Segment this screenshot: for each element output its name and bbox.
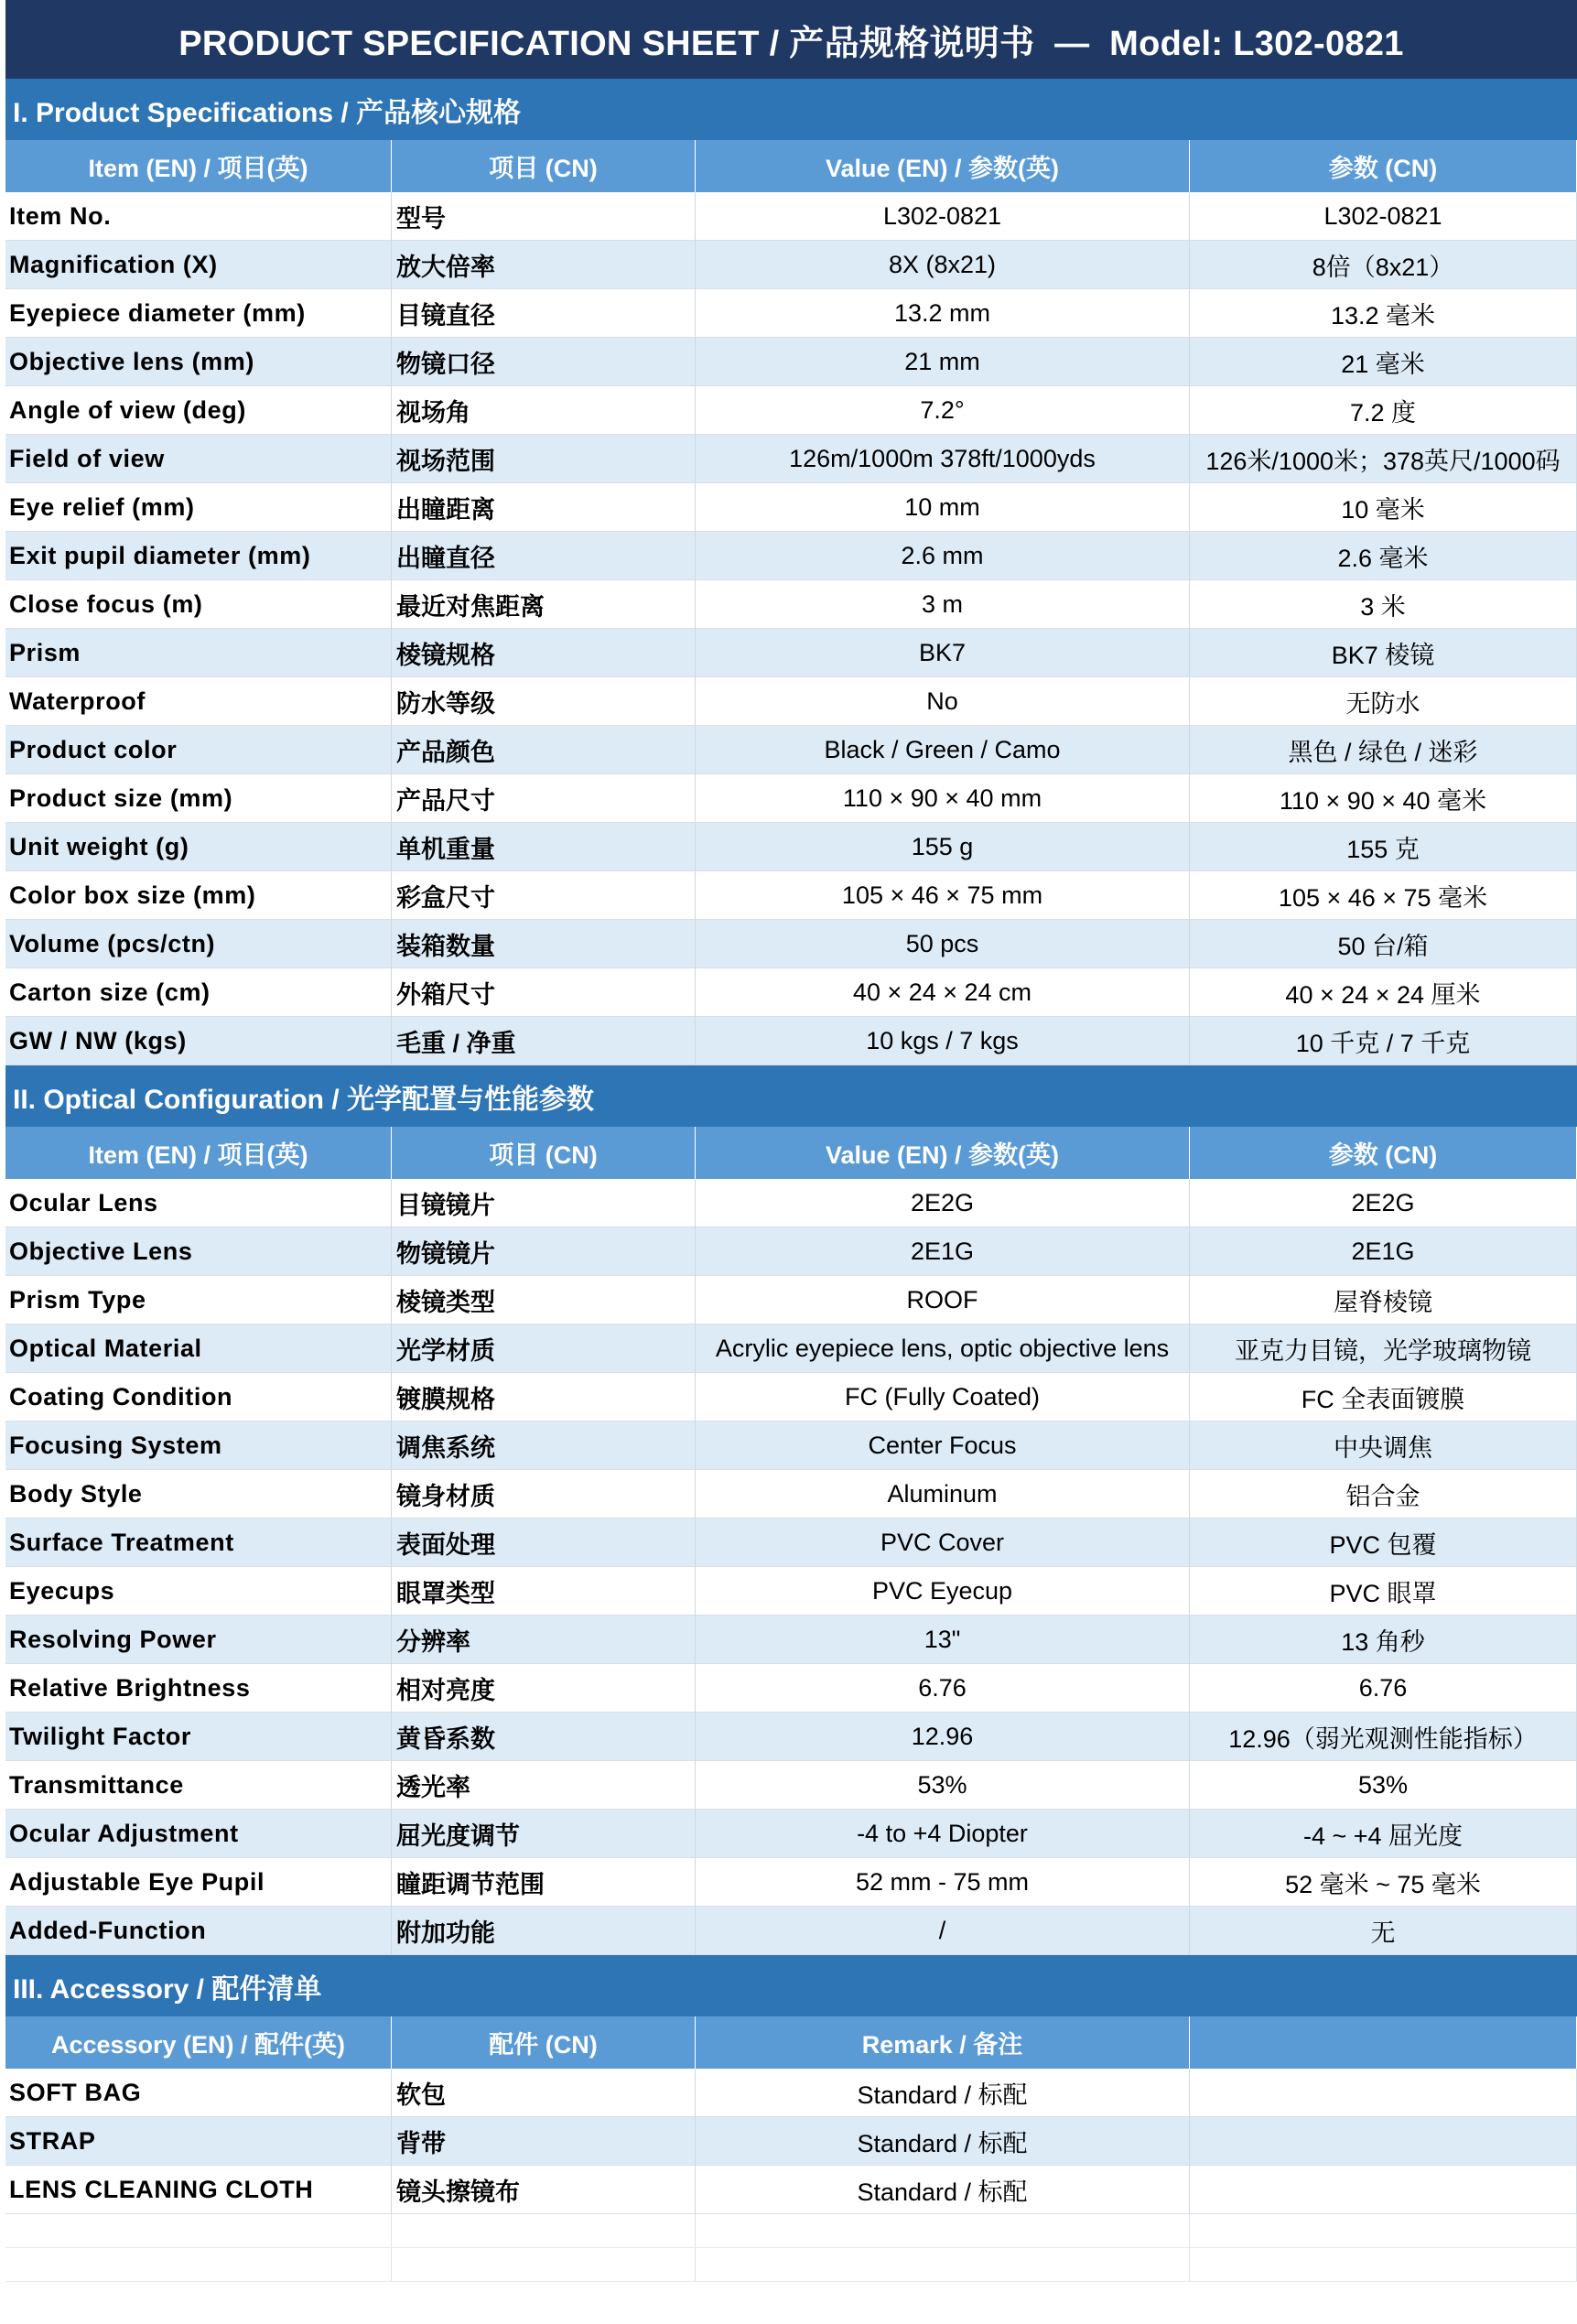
empty-rows — [5, 2214, 1577, 2282]
value-cn-cell: 52 毫米 ~ 75 毫米 — [1190, 1858, 1577, 1907]
item-en-cell: Objective lens (mm) — [5, 338, 392, 386]
empty-cell — [696, 2214, 1190, 2248]
value-en-cell: 40 × 24 × 24 cm — [696, 968, 1190, 1017]
item-cn-cell: 放大倍率 — [392, 241, 696, 289]
item-cn-cell: 型号 — [392, 192, 696, 241]
item-cn-cell: 光学材质 — [392, 1324, 696, 1373]
value-cn-cell: L302-0821 — [1190, 192, 1577, 241]
spec-sheet — [5, 0, 1577, 2282]
value-en-cell: 110 × 90 × 40 mm — [696, 774, 1190, 823]
table-row — [5, 1276, 1577, 1324]
value-cn-cell — [1190, 2069, 1577, 2117]
empty-cell — [1190, 2214, 1577, 2248]
table-row — [5, 289, 1577, 338]
value-en-cell: / — [696, 1907, 1190, 1955]
table-row — [5, 1907, 1577, 1955]
value-en-cell: PVC Eyecup — [696, 1567, 1190, 1616]
item-cn-cell: 棱镜规格 — [392, 629, 696, 677]
item-en-cell: Optical Material — [5, 1324, 392, 1373]
empty-cell — [392, 2248, 696, 2282]
value-en-cell: 2.6 mm — [696, 532, 1190, 580]
value-en-cell: 126m/1000m 378ft/1000yds — [696, 435, 1190, 483]
value-cn-cell: 40 × 24 × 24 厘米 — [1190, 968, 1577, 1017]
item-en-cell: Prism — [5, 629, 392, 677]
value-en-cell: 6.76 — [696, 1664, 1190, 1713]
value-cn-cell: 13 角秒 — [1190, 1616, 1577, 1664]
section-heading: III. Accessory / 配件清单 — [5, 1955, 1577, 2016]
value-cn-cell: 无防水 — [1190, 677, 1577, 726]
value-cn-cell: 亚克力目镜，光学玻璃物镜 — [1190, 1324, 1577, 1373]
table-row — [5, 435, 1577, 483]
item-cn-cell: 最近对焦距离 — [392, 580, 696, 629]
value-en-cell: FC (Fully Coated) — [696, 1373, 1190, 1421]
value-en-cell: 105 × 46 × 75 mm — [696, 871, 1190, 920]
value-en-cell: Standard / 标配 — [696, 2117, 1190, 2166]
item-cn-cell: 毛重 / 净重 — [392, 1017, 696, 1065]
value-en-cell: 2E2G — [696, 1179, 1190, 1227]
item-en-cell: SOFT BAG — [5, 2069, 392, 2117]
table-row — [5, 677, 1577, 726]
value-cn-cell: FC 全表面镀膜 — [1190, 1373, 1577, 1421]
value-en-cell: 13.2 mm — [696, 289, 1190, 338]
empty-cell — [5, 2214, 392, 2248]
value-cn-cell: 黑色 / 绿色 / 迷彩 — [1190, 726, 1577, 774]
item-cn-cell: 调焦系统 — [392, 1421, 696, 1470]
item-en-cell: Resolving Power — [5, 1616, 392, 1664]
item-en-cell: Product size (mm) — [5, 774, 392, 823]
item-cn-cell: 目镜镜片 — [392, 1179, 696, 1227]
item-cn-cell: 镜身材质 — [392, 1470, 696, 1519]
value-en-cell: ROOF — [696, 1276, 1190, 1324]
value-en-cell: 50 pcs — [696, 920, 1190, 968]
item-en-cell: Focusing System — [5, 1421, 392, 1470]
empty-cell — [5, 2248, 392, 2282]
item-cn-cell: 物镜口径 — [392, 338, 696, 386]
item-en-cell: Adjustable Eye Pupil — [5, 1858, 392, 1907]
item-cn-cell: 装箱数量 — [392, 920, 696, 968]
item-en-cell: Exit pupil diameter (mm) — [5, 532, 392, 580]
header-value-en: Remark / 备注 — [696, 2016, 1190, 2069]
item-cn-cell: 棱镜类型 — [392, 1276, 696, 1324]
item-en-cell: Volume (pcs/ctn) — [5, 920, 392, 968]
header-value-en: Value (EN) / 参数(英) — [696, 140, 1190, 192]
value-en-cell: Aluminum — [696, 1470, 1190, 1519]
value-cn-cell: 2E1G — [1190, 1227, 1577, 1276]
value-cn-cell: 无 — [1190, 1907, 1577, 1955]
item-cn-cell: 背带 — [392, 2117, 696, 2166]
value-en-cell: 155 g — [696, 823, 1190, 871]
value-cn-cell: 2E2G — [1190, 1179, 1577, 1227]
value-en-cell: 10 mm — [696, 483, 1190, 532]
header-value-cn: 参数 (CN) — [1190, 140, 1577, 192]
item-cn-cell: 产品尺寸 — [392, 774, 696, 823]
header-value-en: Value (EN) / 参数(英) — [696, 1127, 1190, 1179]
empty-cell — [1190, 2248, 1577, 2282]
table-row — [5, 2069, 1577, 2117]
item-cn-cell: 软包 — [392, 2069, 696, 2117]
table-row — [5, 1567, 1577, 1616]
value-cn-cell: 7.2 度 — [1190, 386, 1577, 435]
table-row — [5, 871, 1577, 920]
value-cn-cell: PVC 包覆 — [1190, 1519, 1577, 1567]
table-row — [5, 726, 1577, 774]
value-en-cell: 53% — [696, 1761, 1190, 1810]
value-cn-cell: 155 克 — [1190, 823, 1577, 871]
table-row — [5, 483, 1577, 532]
table-row — [5, 629, 1577, 677]
item-en-cell: STRAP — [5, 2117, 392, 2166]
table-row — [5, 774, 1577, 823]
table-row — [5, 968, 1577, 1017]
item-cn-cell: 眼罩类型 — [392, 1567, 696, 1616]
item-en-cell: Color box size (mm) — [5, 871, 392, 920]
table-row — [5, 823, 1577, 871]
value-en-cell: No — [696, 677, 1190, 726]
value-cn-cell: 53% — [1190, 1761, 1577, 1810]
value-en-cell: Center Focus — [696, 1421, 1190, 1470]
value-en-cell: L302-0821 — [696, 192, 1190, 241]
item-cn-cell: 镜头擦镜布 — [392, 2166, 696, 2214]
value-cn-cell: 中央调焦 — [1190, 1421, 1577, 1470]
section-heading: I. Product Specifications / 产品核心规格 — [5, 79, 1577, 140]
table-row — [5, 1373, 1577, 1421]
table-row — [5, 1713, 1577, 1761]
value-cn-cell: BK7 棱镜 — [1190, 629, 1577, 677]
sections-container — [5, 79, 1577, 2214]
header-value-cn: 参数 (CN) — [1190, 1127, 1577, 1179]
value-en-cell: 12.96 — [696, 1713, 1190, 1761]
value-cn-cell: 2.6 毫米 — [1190, 532, 1577, 580]
value-en-cell: PVC Cover — [696, 1519, 1190, 1567]
item-cn-cell: 分辨率 — [392, 1616, 696, 1664]
value-cn-cell: 10 千克 / 7 千克 — [1190, 1017, 1577, 1065]
item-cn-cell: 出瞳直径 — [392, 532, 696, 580]
section-heading: II. Optical Configuration / 光学配置与性能参数 — [5, 1065, 1577, 1127]
table-header-row — [5, 1127, 1577, 1179]
table-header-row — [5, 140, 1577, 192]
item-cn-cell: 视场范围 — [392, 435, 696, 483]
value-cn-cell: 13.2 毫米 — [1190, 289, 1577, 338]
item-en-cell: Eyecups — [5, 1567, 392, 1616]
table-row — [5, 1858, 1577, 1907]
value-en-cell: Black / Green / Camo — [696, 726, 1190, 774]
item-en-cell: Product color — [5, 726, 392, 774]
item-cn-cell: 单机重量 — [392, 823, 696, 871]
item-en-cell: Waterproof — [5, 677, 392, 726]
item-en-cell: Objective Lens — [5, 1227, 392, 1276]
table-row — [5, 2166, 1577, 2214]
item-cn-cell: 物镜镜片 — [392, 1227, 696, 1276]
empty-row — [5, 2214, 1577, 2248]
table-row — [5, 1179, 1577, 1227]
table-row — [5, 1470, 1577, 1519]
value-en-cell: 7.2° — [696, 386, 1190, 435]
value-cn-cell: 21 毫米 — [1190, 338, 1577, 386]
item-en-cell: LENS CLEANING CLOTH — [5, 2166, 392, 2214]
item-cn-cell: 出瞳距离 — [392, 483, 696, 532]
value-cn-cell: 105 × 46 × 75 毫米 — [1190, 871, 1577, 920]
item-en-cell: Close focus (m) — [5, 580, 392, 629]
item-en-cell: Ocular Lens — [5, 1179, 392, 1227]
value-cn-cell — [1190, 2117, 1577, 2166]
item-cn-cell: 彩盒尺寸 — [392, 871, 696, 920]
value-cn-cell: 50 台/箱 — [1190, 920, 1577, 968]
item-cn-cell: 透光率 — [392, 1761, 696, 1810]
header-value-cn — [1190, 2016, 1577, 2069]
item-cn-cell: 屈光度调节 — [392, 1810, 696, 1858]
item-en-cell: Angle of view (deg) — [5, 386, 392, 435]
table-header-row — [5, 2016, 1577, 2069]
value-cn-cell: 铝合金 — [1190, 1470, 1577, 1519]
empty-cell — [392, 2214, 696, 2248]
value-en-cell: BK7 — [696, 629, 1190, 677]
item-en-cell: Prism Type — [5, 1276, 392, 1324]
value-cn-cell: -4 ~ +4 屈光度 — [1190, 1810, 1577, 1858]
value-en-cell: 8X (8x21) — [696, 241, 1190, 289]
table-row — [5, 241, 1577, 289]
table-row — [5, 1616, 1577, 1664]
item-en-cell: Field of view — [5, 435, 392, 483]
table-row — [5, 1421, 1577, 1470]
table-row — [5, 532, 1577, 580]
table-row — [5, 1761, 1577, 1810]
value-cn-cell: 3 米 — [1190, 580, 1577, 629]
item-en-cell: Magnification (X) — [5, 241, 392, 289]
table-row — [5, 192, 1577, 241]
item-cn-cell: 附加功能 — [392, 1907, 696, 1955]
item-en-cell: Coating Condition — [5, 1373, 392, 1421]
table-row — [5, 1324, 1577, 1373]
header-item-en: Item (EN) / 项目(英) — [5, 140, 392, 192]
header-item-en: Accessory (EN) / 配件(英) — [5, 2016, 392, 2069]
value-en-cell: 3 m — [696, 580, 1190, 629]
value-en-cell: 10 kgs / 7 kgs — [696, 1017, 1190, 1065]
value-en-cell: 21 mm — [696, 338, 1190, 386]
table-row — [5, 1017, 1577, 1065]
table-row — [5, 338, 1577, 386]
table-row — [5, 920, 1577, 968]
item-cn-cell: 镀膜规格 — [392, 1373, 696, 1421]
value-en-cell: 52 mm - 75 mm — [696, 1858, 1190, 1907]
value-cn-cell: 110 × 90 × 40 毫米 — [1190, 774, 1577, 823]
item-en-cell: Surface Treatment — [5, 1519, 392, 1567]
value-cn-cell: 12.96（弱光观测性能指标） — [1190, 1713, 1577, 1761]
value-cn-cell — [1190, 2166, 1577, 2214]
value-cn-cell: PVC 眼罩 — [1190, 1567, 1577, 1616]
value-cn-cell: 10 毫米 — [1190, 483, 1577, 532]
item-en-cell: Transmittance — [5, 1761, 392, 1810]
item-en-cell: Eyepiece diameter (mm) — [5, 289, 392, 338]
item-cn-cell: 黄昏系数 — [392, 1713, 696, 1761]
value-cn-cell: 6.76 — [1190, 1664, 1577, 1713]
table-row — [5, 1227, 1577, 1276]
item-cn-cell: 目镜直径 — [392, 289, 696, 338]
table-row — [5, 2117, 1577, 2166]
table-row — [5, 1519, 1577, 1567]
table-row — [5, 386, 1577, 435]
table-row — [5, 1664, 1577, 1713]
header-item-en: Item (EN) / 项目(英) — [5, 1127, 392, 1179]
sheet-title: PRODUCT SPECIFICATION SHEET / 产品规格说明书 — Model: L302-0821 — [5, 0, 1577, 79]
item-cn-cell: 相对亮度 — [392, 1664, 696, 1713]
item-cn-cell: 瞳距调节范围 — [392, 1858, 696, 1907]
value-en-cell: Standard / 标配 — [696, 2069, 1190, 2117]
item-en-cell: Eye relief (mm) — [5, 483, 392, 532]
value-en-cell: 13" — [696, 1616, 1190, 1664]
item-en-cell: GW / NW (kgs) — [5, 1017, 392, 1065]
item-en-cell: Carton size (cm) — [5, 968, 392, 1017]
empty-cell — [696, 2248, 1190, 2282]
table-row — [5, 580, 1577, 629]
item-cn-cell: 外箱尺寸 — [392, 968, 696, 1017]
table-row — [5, 1810, 1577, 1858]
item-en-cell: Added-Function — [5, 1907, 392, 1955]
value-en-cell: Standard / 标配 — [696, 2166, 1190, 2214]
header-item-cn: 项目 (CN) — [392, 1127, 696, 1179]
item-cn-cell: 表面处理 — [392, 1519, 696, 1567]
header-item-cn: 项目 (CN) — [392, 140, 696, 192]
value-cn-cell: 屋脊棱镜 — [1190, 1276, 1577, 1324]
item-en-cell: Ocular Adjustment — [5, 1810, 392, 1858]
item-en-cell: Unit weight (g) — [5, 823, 392, 871]
item-cn-cell: 防水等级 — [392, 677, 696, 726]
item-en-cell: Item No. — [5, 192, 392, 241]
value-en-cell: -4 to +4 Diopter — [696, 1810, 1190, 1858]
value-en-cell: 2E1G — [696, 1227, 1190, 1276]
empty-row — [5, 2248, 1577, 2282]
header-item-cn: 配件 (CN) — [392, 2016, 696, 2069]
item-en-cell: Relative Brightness — [5, 1664, 392, 1713]
value-cn-cell: 126米/1000米；378英尺/1000码 — [1190, 435, 1577, 483]
value-cn-cell: 8倍（8x21） — [1190, 241, 1577, 289]
item-cn-cell: 视场角 — [392, 386, 696, 435]
item-en-cell: Twilight Factor — [5, 1713, 392, 1761]
item-en-cell: Body Style — [5, 1470, 392, 1519]
item-cn-cell: 产品颜色 — [392, 726, 696, 774]
value-en-cell: Acrylic eyepiece lens, optic objective lens — [696, 1324, 1190, 1373]
